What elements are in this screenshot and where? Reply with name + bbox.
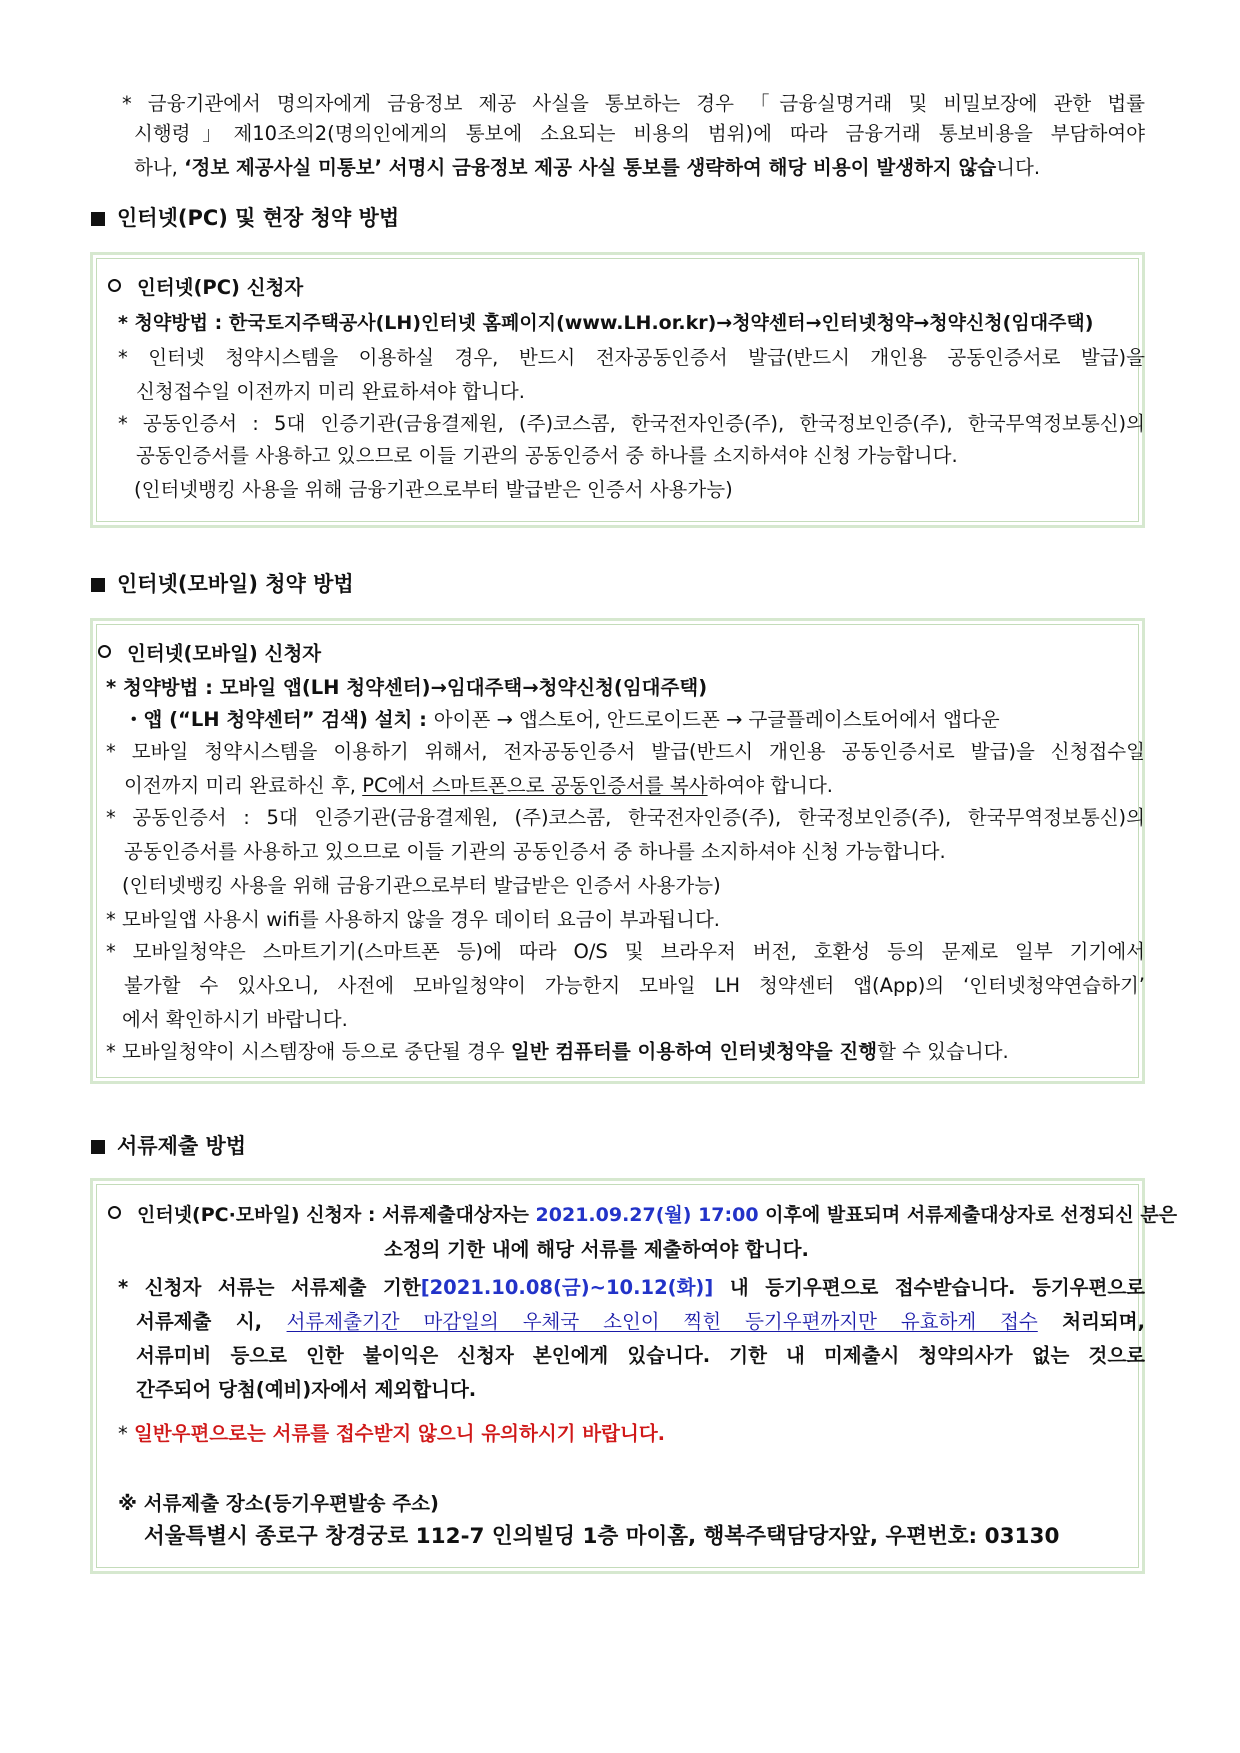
mobile-method: * 청약방법 : 모바일 앱(LH 청약센터)→임대주택→청약신청(임대주택) xyxy=(106,676,708,699)
pc-note-1b: 신청접수일 이전까지 미리 완료하셔야 합니다. xyxy=(136,380,525,403)
docs-warning-star: * xyxy=(118,1422,134,1445)
mobile-app-bold: ・앱 (“LH 청약센터” 검색) 설치 : xyxy=(124,708,434,731)
mobile-note-4c: 에서 확인하시기 바랍니다. xyxy=(122,1008,348,1031)
square-bullet-icon xyxy=(91,212,105,226)
pc-method: * 청약방법 : 한국토지주택공사(LH)인터넷 홈페이지(www.LH.or.kr)→청약센터→인터넷청약→청약신청(임대주택) xyxy=(118,312,1094,334)
square-bullet-icon xyxy=(91,578,105,592)
docs-warning xyxy=(118,1424,665,1444)
docs-heading-b: 이후에 발표되며 서류제출대상자로 선정되신 분은 xyxy=(758,1204,1178,1226)
mobile-note-1a: * 모바일 청약시스템을 이용하기 위해서, 전자공동인증서 발급(반드시 개인용 공동인증서로 발급)을 신청접수일 xyxy=(106,740,1145,763)
docs-heading-date: 2021.09.27(월) 17:00 xyxy=(535,1204,759,1226)
mobile-heading xyxy=(98,644,321,664)
docs-p1a-post: 내 등기우편으로 접수받습니다. 등기우편으로 xyxy=(713,1276,1145,1299)
mobile-note-1b-underline: PC에서 스마트폰으로 공동인증서를 복사 xyxy=(362,774,708,797)
pc-note-2c: (인터넷뱅킹 사용을 위해 금융기관으로부터 발급받은 인증서 사용가능) xyxy=(134,478,733,501)
docs-p1b-post: 처리되며, xyxy=(1037,1310,1146,1333)
mobile-note-5-post: 할 수 있습니다. xyxy=(877,1040,1009,1063)
pc-note-2a: * 공동인증서 : 5대 인증기관(금융결제원, (주)코스콤, 한국전자인증(주), 한국정보인증(주), 한국무역정보통신)의 xyxy=(118,412,1145,435)
circle-bullet-icon xyxy=(108,279,121,292)
intro-line-3-c: 니다. xyxy=(996,156,1041,179)
pc-heading-text: 인터넷(PC) 신청자 xyxy=(137,276,304,299)
section-title-docs xyxy=(91,1136,246,1157)
mobile-note-1b-pre: 이전까지 미리 완료하신 후, xyxy=(124,774,363,797)
section-title-mobile-text: 인터넷(모바일) 청약 방법 xyxy=(117,572,354,596)
pc-heading xyxy=(108,278,303,298)
mobile-heading-text: 인터넷(모바일) 신청자 xyxy=(127,642,322,665)
docs-heading-a: 인터넷(PC·모바일) 신청자 : 서류제출대상자는 xyxy=(137,1204,536,1226)
circle-bullet-icon xyxy=(98,645,111,658)
mobile-app-text: 아이폰 → 앱스토어, 안드로이드폰 → 구글플레이스토어에서 앱다운 xyxy=(433,708,1000,731)
square-bullet-icon xyxy=(91,1140,105,1154)
docs-warning-text: 일반우편으로는 서류를 접수받지 않으니 유의하시기 바랍니다. xyxy=(133,1422,666,1445)
mobile-note-2c: (인터넷뱅킹 사용을 위해 금융기관으로부터 발급받은 인증서 사용가능) xyxy=(122,874,721,897)
pc-note-1a: * 인터넷 청약시스템을 이용하실 경우, 반드시 전자공동인증서 발급(반드시 개인용 공동인증서로 발급)을 xyxy=(118,346,1145,369)
section-title-pc-text: 인터넷(PC) 및 현장 청약 방법 xyxy=(117,206,400,230)
docs-p1b-pre: 서류제출 시, xyxy=(136,1310,287,1333)
docs-p1a-date: [2021.10.08(금)~10.12(화)] xyxy=(420,1276,714,1299)
mobile-note-2b: 공동인증서를 사용하고 있으므로 이들 기관의 공동인증서 중 하나를 소지하셔야 신청 가능합니다. xyxy=(124,840,946,863)
mobile-note-5-bold: 일반 컴퓨터를 이용하여 인터넷청약을 진행 xyxy=(510,1040,878,1063)
docs-p1a xyxy=(118,1278,1145,1298)
docs-p1c: 서류미비 등으로 인한 불이익은 신청자 본인에게 있습니다. 기한 내 미제출시 청약의사가 없는 것으로 xyxy=(136,1344,1145,1367)
docs-p1b-underline: 서류제출기간 마감일의 우체국 소인이 찍힌 등기우편까지만 유효하게 접수 xyxy=(286,1310,1038,1333)
mobile-app xyxy=(124,710,1000,730)
docs-place-label: ※ 서류제출 장소(등기우편발송 주소) xyxy=(118,1492,439,1515)
mobile-note-5 xyxy=(106,1042,1009,1062)
mobile-note-3: * 모바일앱 사용시 wifi를 사용하지 않을 경우 데이터 요금이 부과됩니다. xyxy=(106,908,720,931)
intro-line-2: 시행령」제10조의2(명의인에게의 통보에 소요되는 비용의 범위)에 따라 금융거래 통보비용을 부담하여야 xyxy=(134,122,1145,145)
mobile-note-1b xyxy=(124,776,833,796)
docs-address: 서울특별시 종로구 창경궁로 112-7 인의빌딩 1층 마이홈, 행복주택담당자앞, 우편번호: 03130 xyxy=(144,1524,1060,1549)
mobile-note-1b-post: 하여야 합니다. xyxy=(707,774,833,797)
mobile-note-2a: * 공동인증서 : 5대 인증기관(금융결제원, (주)코스콤, 한국전자인증(주), 한국정보인증(주), 한국무역정보통신)의 xyxy=(106,806,1145,829)
pc-note-2b: 공동인증서를 사용하고 있으므로 이들 기관의 공동인증서 중 하나를 소지하셔야 신청 가능합니다. xyxy=(136,444,958,467)
circle-bullet-icon xyxy=(108,1206,121,1219)
mobile-note-4b: 불가할 수 있사오니, 사전에 모바일청약이 가능한지 모바일 LH 청약센터 앱(App)의 ‘인터넷청약연습하기’ xyxy=(124,974,1145,997)
intro-line-3-bold: ‘정보 제공사실 미통보’ 서명시 금융정보 제공 사실 통보를 생략하여 해당 비용이 발생하지 않습 xyxy=(184,156,997,179)
section-title-docs-text: 서류제출 방법 xyxy=(117,1134,247,1158)
mobile-note-5-pre: * 모바일청약이 시스템장애 등으로 중단될 경우 xyxy=(106,1040,511,1063)
docs-p1b xyxy=(136,1312,1145,1332)
mobile-note-4a: * 모바일청약은 스마트기기(스마트폰 등)에 따라 O/S 및 브라우저 버전, 호환성 등의 문제로 일부 기기에서 xyxy=(106,940,1145,963)
docs-p1d: 간주되어 당첨(예비)자에서 제외합니다. xyxy=(136,1378,477,1401)
section-title-pc xyxy=(91,208,399,229)
intro-line-3 xyxy=(134,158,1040,178)
intro-line-3-a: 하나, xyxy=(134,156,185,179)
docs-heading-c: 소정의 기한 내에 해당 서류를 제출하여야 합니다. xyxy=(384,1238,809,1261)
section-title-mobile xyxy=(91,574,354,595)
intro-line-1: * 금융기관에서 명의자에게 금융정보 제공 사실을 통보하는 경우 「금융실명거래 및 비밀보장에 관한 법률 xyxy=(122,92,1145,115)
docs-heading xyxy=(108,1206,1177,1225)
docs-p1a-pre: * 신청자 서류는 서류제출 기한 xyxy=(118,1276,421,1299)
